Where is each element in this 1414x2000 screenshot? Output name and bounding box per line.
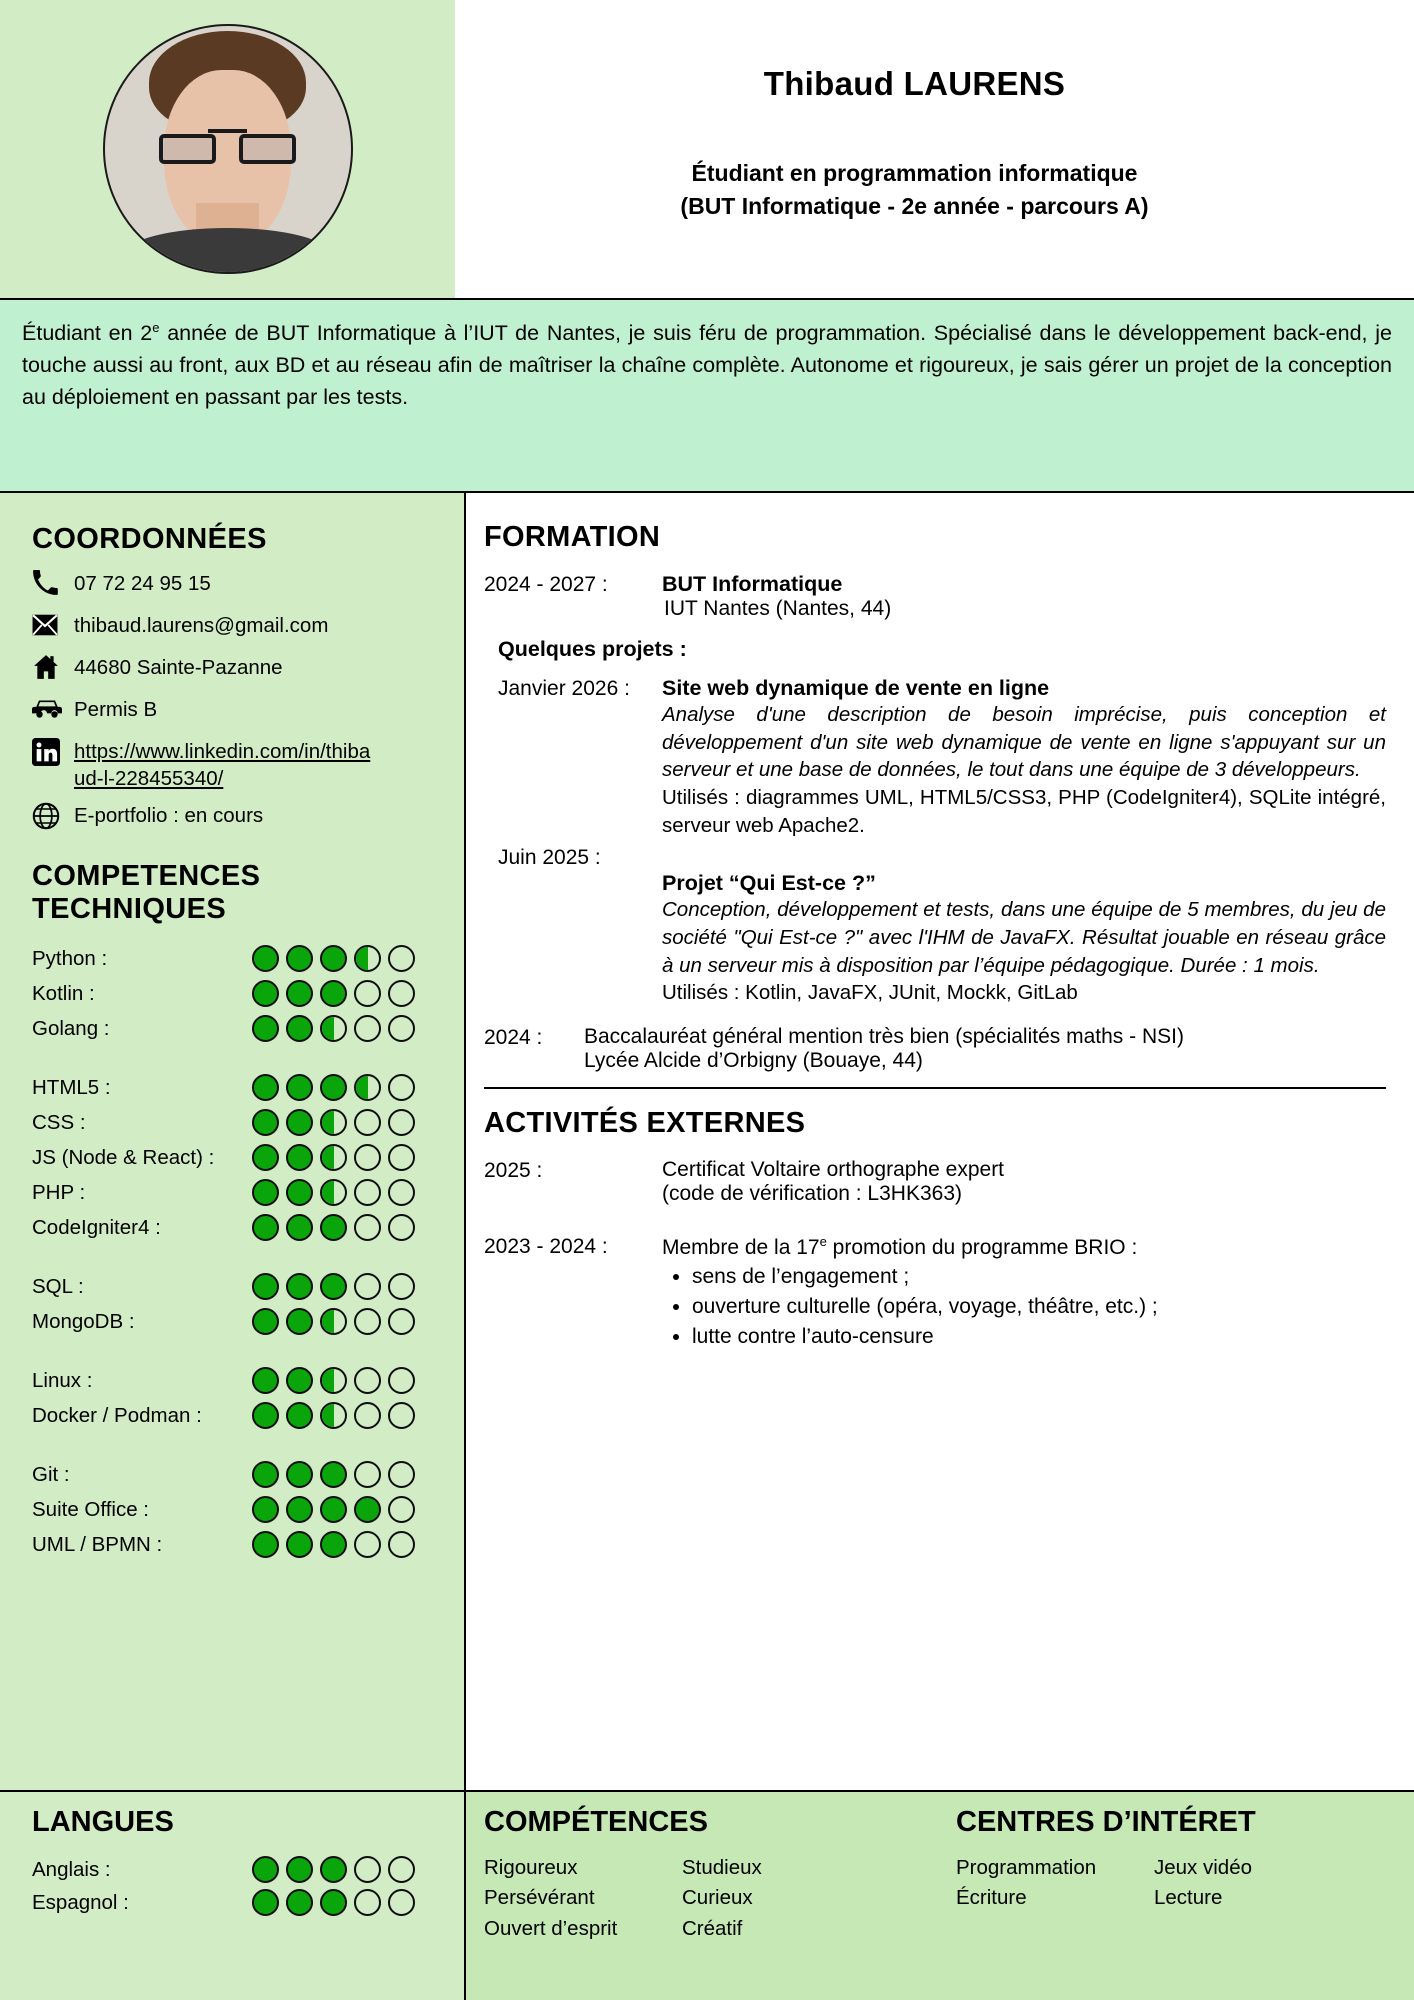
rating-dot xyxy=(320,1889,347,1916)
activity-1-line-1: Certificat Voltaire orthographe expert xyxy=(662,1158,1005,1182)
rating-dot xyxy=(252,1856,279,1883)
rating-dot xyxy=(252,980,279,1007)
skill-row xyxy=(32,1011,464,1046)
skill-group-systems xyxy=(32,1363,464,1433)
languages-section-title: LANGUES xyxy=(32,1806,174,1838)
rating-dot xyxy=(354,1367,381,1394)
rating-dots xyxy=(252,1889,415,1916)
rating-dot xyxy=(252,1015,279,1042)
skill-row xyxy=(32,941,464,976)
rating-dot xyxy=(354,1856,381,1883)
bac-date: 2024 : xyxy=(484,1026,543,1050)
rating-dot xyxy=(320,1531,347,1558)
activity-entry-2 xyxy=(484,1234,1386,1351)
rating-dot xyxy=(320,1109,347,1136)
contact-list xyxy=(0,568,464,834)
interests-section-title: CENTRES D’INTÉRET xyxy=(956,1806,1256,1838)
rating-dot xyxy=(252,1074,279,1101)
rating-dot xyxy=(286,1074,313,1101)
rating-dots xyxy=(252,1531,415,1558)
rating-dot xyxy=(286,1179,313,1206)
rating-dots xyxy=(252,1273,415,1300)
skill-label: UML / BPMN : xyxy=(32,1532,163,1556)
rating-dot xyxy=(354,1144,381,1171)
rating-dot xyxy=(320,980,347,1007)
project-2-title: Projet “Qui Est-ce ?” xyxy=(662,871,876,896)
activity-1-line-2: (code de vérification : L3HK363) xyxy=(662,1182,962,1206)
formation-main-title: BUT Informatique xyxy=(662,572,843,596)
page-title: Thibaud LAURENS xyxy=(763,65,1066,103)
formation-entry-main xyxy=(484,572,1386,621)
rating-dots xyxy=(252,980,415,1007)
rating-dot xyxy=(354,1179,381,1206)
contact-address-value: 44680 Sainte-Pazanne xyxy=(74,656,283,679)
skill-label: Python : xyxy=(32,946,108,970)
rating-dots xyxy=(252,1308,415,1335)
formation-main-date: 2024 - 2027 : xyxy=(484,573,608,596)
rating-dot xyxy=(286,1402,313,1429)
subtitle-line-2: (BUT Informatique - 2e année - parcours A) xyxy=(680,193,1149,219)
rating-dots xyxy=(252,945,415,972)
envelope-icon xyxy=(32,610,74,638)
rating-dots xyxy=(252,1214,415,1241)
project-entry-2 xyxy=(484,845,1386,1007)
skill-row xyxy=(32,1492,464,1527)
skill-group-databases xyxy=(32,1269,464,1339)
list-item: Écriture xyxy=(956,1886,1027,1910)
rating-dot xyxy=(354,1308,381,1335)
rating-dot xyxy=(320,1496,347,1523)
car-icon xyxy=(32,694,74,720)
rating-dot xyxy=(252,1889,279,1916)
skill-row xyxy=(32,1527,464,1562)
rating-dots xyxy=(252,1856,415,1883)
rating-dot xyxy=(320,1273,347,1300)
rating-dot xyxy=(252,1144,279,1171)
interests-column-a xyxy=(956,1853,1138,1914)
activities-section-title: ACTIVITÉS EXTERNES xyxy=(484,1107,806,1140)
photo-panel xyxy=(0,0,455,298)
rating-dot xyxy=(388,945,415,972)
header-text-block xyxy=(455,0,1414,298)
rating-dot xyxy=(320,1015,347,1042)
list-item: • ouverture culturelle (opéra, voyage, théâtre, etc.) ; xyxy=(692,1292,1386,1322)
skill-label: Kotlin : xyxy=(32,981,95,1005)
rating-dot xyxy=(354,1214,381,1241)
cv-header xyxy=(0,0,1414,300)
skill-row xyxy=(32,1269,464,1304)
glasses-icon xyxy=(159,134,297,164)
rating-dot xyxy=(388,1461,415,1488)
soft-skills-panel xyxy=(466,1792,938,2000)
glasses-bridge xyxy=(208,129,247,133)
rating-dots xyxy=(252,1109,415,1136)
skills-list xyxy=(0,937,464,1562)
skills-section-title xyxy=(0,860,464,925)
rating-dot xyxy=(388,1402,415,1429)
rating-dot xyxy=(286,1367,313,1394)
skill-row xyxy=(32,1210,464,1245)
header-subtitle xyxy=(680,157,1148,222)
glasses-lens-right xyxy=(239,134,297,164)
rating-dot xyxy=(286,1531,313,1558)
soft-skills-column-a xyxy=(484,1853,666,1944)
rating-dot xyxy=(388,1179,415,1206)
rating-dot xyxy=(320,1144,347,1171)
skill-label: MongoDB : xyxy=(32,1309,135,1333)
rating-dot xyxy=(354,945,381,972)
rating-dot xyxy=(320,1367,347,1394)
rating-dot xyxy=(388,1531,415,1558)
rating-dot xyxy=(286,1461,313,1488)
linkedin-icon xyxy=(32,736,74,766)
list-item: Persévérant xyxy=(484,1886,595,1910)
language-row xyxy=(32,1886,464,1919)
rating-dot xyxy=(354,1889,381,1916)
rating-dot xyxy=(354,1074,381,1101)
list-item: Jeux vidéo xyxy=(1154,1856,1253,1879)
rating-dot xyxy=(252,1496,279,1523)
skill-group-languages xyxy=(32,941,464,1046)
formation-section-title: FORMATION xyxy=(484,521,661,553)
rating-dot xyxy=(320,1402,347,1429)
rating-dot xyxy=(286,1109,313,1136)
skill-label: Linux : xyxy=(32,1368,93,1392)
project-entry-1 xyxy=(484,676,1386,839)
contact-item-license xyxy=(32,694,464,728)
interests-column-b xyxy=(1154,1853,1336,1914)
rating-dot xyxy=(354,1273,381,1300)
skill-label: Docker / Podman : xyxy=(32,1403,202,1427)
rating-dot xyxy=(388,1074,415,1101)
project-1-description: Analyse d'une description de besoin imprécise, puis conception et développement d'un site web dynamique de vente en ligne s'appuyant sur un serveur et une base de données, le tout dans une équipe de 3 développeurs. xyxy=(662,703,1386,782)
rating-dot xyxy=(388,980,415,1007)
skill-label: Golang : xyxy=(32,1016,110,1040)
rating-dot xyxy=(388,1109,415,1136)
rating-dot xyxy=(286,1496,313,1523)
contact-item-email[interactable] xyxy=(32,610,464,644)
contact-email-value: thibaud.laurens@gmail.com xyxy=(74,614,329,637)
skill-label: CSS : xyxy=(32,1110,86,1134)
activity-1-date: 2025 : xyxy=(484,1159,543,1183)
phone-icon xyxy=(32,568,74,596)
rating-dot xyxy=(286,1856,313,1883)
interests-columns xyxy=(956,1853,1414,1914)
rating-dot xyxy=(252,1308,279,1335)
project-1-date: Janvier 2026 : xyxy=(498,677,630,700)
language-label: Anglais : xyxy=(32,1857,111,1881)
summary-text: Étudiant en 2e année de BUT Informatique à l’IUT de Nantes, je suis féru de programmation. Spécialisé dans le développement back-end, je touche aussi au front, aux BD et au réseau afin de maîtriser la chaîne complète. Autonome et rigoureux, je sais gérer un projet de la conception au déploiement en passant par les tests. xyxy=(22,320,1392,409)
rating-dot xyxy=(388,1144,415,1171)
list-item: Créatif xyxy=(682,1916,743,1940)
rating-dot xyxy=(286,1308,313,1335)
avatar-shoulders xyxy=(124,228,331,274)
skill-label: JS (Node & React) : xyxy=(32,1145,215,1169)
skill-row xyxy=(32,1175,464,1210)
project-2-description: Conception, développement et tests, dans une équipe de 5 membres, du jeu de société "Qui Est-ce ?" avec l'IHM de JavaFX. Résultat jouable en réseau grâce à un serveur mis à disposition par l’équipe pédagogique. Durée : 1 mois. xyxy=(662,898,1386,977)
project-1-title: Site web dynamique de vente en ligne xyxy=(662,676,1050,700)
skill-group-tools xyxy=(32,1457,464,1562)
rating-dots xyxy=(252,1496,415,1523)
skill-row xyxy=(32,1398,464,1433)
rating-dot xyxy=(388,1273,415,1300)
list-item: Programmation xyxy=(956,1856,1097,1879)
rating-dots xyxy=(252,1461,415,1488)
skill-label: HTML5 : xyxy=(32,1075,111,1099)
skills-title-line-2: TECHNIQUES xyxy=(32,892,227,925)
list-item: Curieux xyxy=(682,1886,753,1910)
rating-dot xyxy=(252,1109,279,1136)
rating-dot xyxy=(354,1461,381,1488)
rating-dots xyxy=(252,1144,415,1171)
formation-entry-bac xyxy=(484,1025,1386,1073)
language-row xyxy=(32,1853,464,1886)
skill-label: PHP : xyxy=(32,1180,86,1204)
rating-dot xyxy=(252,1214,279,1241)
rating-dot xyxy=(320,1308,347,1335)
rating-dot xyxy=(286,1273,313,1300)
rating-dot xyxy=(286,945,313,972)
rating-dot xyxy=(286,1144,313,1171)
projects-heading: Quelques projets : xyxy=(498,637,687,661)
soft-skills-column-b xyxy=(682,1853,864,1944)
language-label: Espagnol : xyxy=(32,1890,129,1914)
rating-dot xyxy=(388,1889,415,1916)
skill-row xyxy=(32,1304,464,1339)
contact-item-address xyxy=(32,652,464,686)
main-content xyxy=(466,493,1414,1790)
formation-main-school: IUT Nantes (Nantes, 44) xyxy=(664,597,892,620)
rating-dots xyxy=(252,1179,415,1206)
skill-label: Suite Office : xyxy=(32,1497,149,1521)
skill-row xyxy=(32,1070,464,1105)
soft-skills-section-title: COMPÉTENCES xyxy=(484,1806,708,1838)
activity-2-bullets xyxy=(692,1262,1386,1351)
bac-school: Lycée Alcide d’Orbigny (Bouaye, 44) xyxy=(584,1049,923,1073)
rating-dot xyxy=(354,1531,381,1558)
list-item: Studieux xyxy=(682,1856,762,1879)
contact-portfolio-value: E-portfolio : en cours xyxy=(74,804,264,828)
cv-footer xyxy=(0,1790,1414,2000)
rating-dot xyxy=(252,1367,279,1394)
rating-dot xyxy=(388,1214,415,1241)
contact-phone-value: 07 72 24 95 15 xyxy=(74,572,211,595)
rating-dot xyxy=(388,1496,415,1523)
rating-dot xyxy=(286,1015,313,1042)
rating-dot xyxy=(252,1273,279,1300)
rating-dot xyxy=(388,1308,415,1335)
languages-panel xyxy=(0,1792,466,2000)
skill-row xyxy=(32,976,464,1011)
rating-dot xyxy=(252,945,279,972)
rating-dots xyxy=(252,1367,415,1394)
rating-dot xyxy=(320,1214,347,1241)
section-divider xyxy=(484,1087,1386,1089)
project-2-tools: Utilisés : Kotlin, JavaFX, JUnit, Mockk, GitLab xyxy=(662,981,1078,1005)
skill-row xyxy=(32,1457,464,1492)
project-2-date: Juin 2025 : xyxy=(498,846,601,870)
skill-label: Git : xyxy=(32,1462,70,1486)
skill-group-web xyxy=(32,1070,464,1245)
rating-dot xyxy=(388,1856,415,1883)
sidebar xyxy=(0,493,466,1790)
glasses-lens-left xyxy=(159,134,217,164)
rating-dot xyxy=(320,1856,347,1883)
rating-dot xyxy=(388,1367,415,1394)
rating-dot xyxy=(354,980,381,1007)
rating-dot xyxy=(354,1402,381,1429)
rating-dot xyxy=(286,1214,313,1241)
contact-license-value: Permis B xyxy=(74,698,158,721)
list-item: • sens de l’engagement ; xyxy=(692,1262,1386,1292)
skill-label: SQL : xyxy=(32,1274,84,1298)
list-item: • lutte contre l’auto-censure xyxy=(692,1322,1386,1352)
list-item: Rigoureux xyxy=(484,1856,578,1879)
rating-dots xyxy=(252,1402,415,1429)
skill-row xyxy=(32,1140,464,1175)
contact-item-linkedin[interactable] xyxy=(32,736,464,792)
activity-2-date: 2023 - 2024 : xyxy=(484,1235,608,1259)
rating-dot xyxy=(320,1179,347,1206)
skill-row xyxy=(32,1105,464,1140)
activity-entry-1 xyxy=(484,1158,1386,1206)
list-item: Lecture xyxy=(1154,1886,1223,1910)
rating-dot xyxy=(320,1461,347,1488)
languages-list xyxy=(32,1853,464,1919)
contact-linkedin-value[interactable]: https://www.linkedin.com/in/thibaud-l-228455340/ xyxy=(74,740,371,791)
rating-dot xyxy=(354,1015,381,1042)
rating-dot xyxy=(354,1109,381,1136)
rating-dots xyxy=(252,1015,415,1042)
contact-item-phone[interactable] xyxy=(32,568,464,602)
rating-dots xyxy=(252,1074,415,1101)
skill-row xyxy=(32,1363,464,1398)
interests-panel xyxy=(938,1792,1414,2000)
contact-item-portfolio xyxy=(32,800,464,834)
contact-section-title: COORDONNÉES xyxy=(32,523,267,555)
subtitle-line-1: Étudiant en programmation informatique xyxy=(691,160,1138,187)
rating-dot xyxy=(320,1074,347,1101)
summary-section xyxy=(0,300,1414,493)
bac-title: Baccalauréat général mention très bien (spécialités maths - NSI) xyxy=(584,1025,1184,1049)
home-icon xyxy=(32,652,74,680)
skill-label: CodeIgniter4 : xyxy=(32,1215,161,1239)
rating-dot xyxy=(286,1889,313,1916)
project-1-tools: Utilisés : diagrammes UML, HTML5/CSS3, PHP (CodeIgniter4), SQLite intégré, serveur web Apache2. xyxy=(662,786,1386,837)
rating-dot xyxy=(252,1402,279,1429)
rating-dot xyxy=(388,1015,415,1042)
rating-dot xyxy=(286,980,313,1007)
cv-body xyxy=(0,493,1414,1790)
soft-skills-columns xyxy=(484,1853,938,1944)
list-item: Ouvert d’esprit xyxy=(484,1916,618,1940)
globe-icon xyxy=(32,800,74,830)
rating-dot xyxy=(252,1461,279,1488)
skills-title-line-1: COMPETENCES xyxy=(32,860,261,893)
rating-dot xyxy=(252,1531,279,1558)
rating-dot xyxy=(354,1496,381,1523)
rating-dot xyxy=(252,1179,279,1206)
rating-dot xyxy=(320,945,347,972)
avatar xyxy=(103,24,353,274)
activity-2-line-1: Membre de la 17e promotion du programme BRIO : xyxy=(662,1234,1138,1260)
